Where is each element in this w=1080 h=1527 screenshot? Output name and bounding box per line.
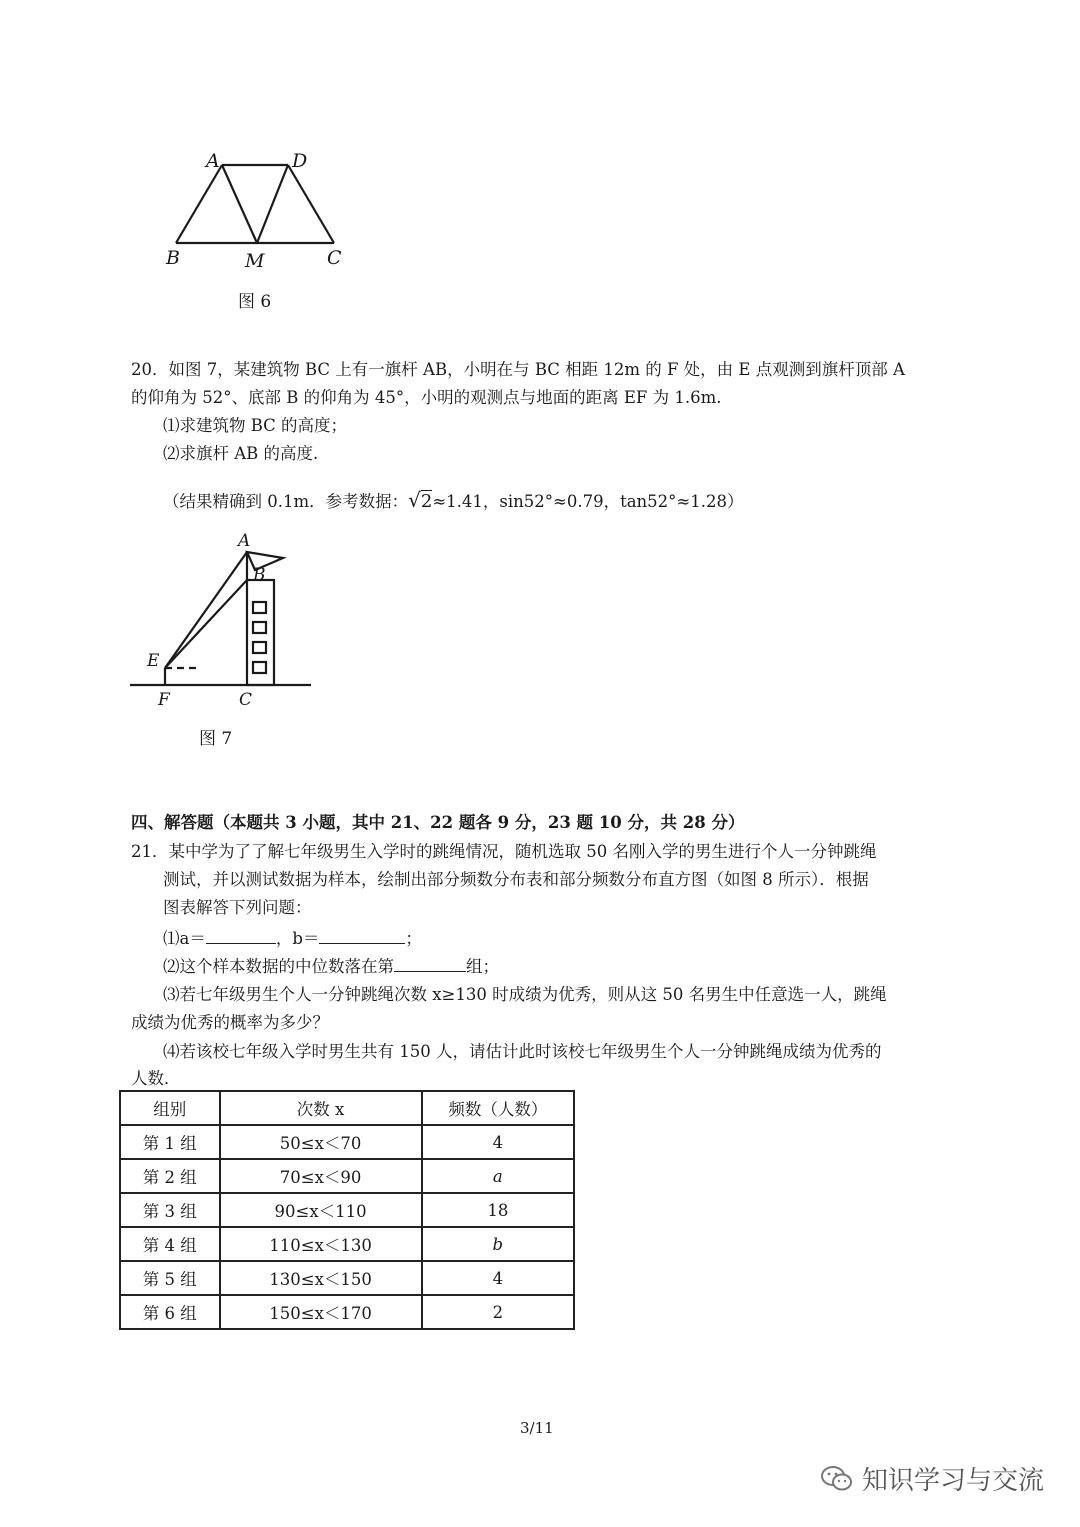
answer-blank-a[interactable]: [206, 927, 276, 944]
table-header-row: [120, 1091, 574, 1125]
q21-line-2: 测试，并以测试数据为样本，绘制出部分频数分布表和部分频数分布直方图（如图 8 所示）．根据: [163, 870, 869, 889]
table-cell-frequency: a: [422, 1159, 574, 1193]
segment-am: [222, 165, 257, 243]
fig6-label-m: M: [245, 250, 265, 272]
segment-dc: [288, 165, 334, 243]
q20-note-prefix: （结果精确到 0.1m．参考数据：: [163, 492, 409, 511]
section-4-heading: 四、解答题（本题共 3 小题，其中 21、22 题各 9 分，23 题 10 分，共 28 分）: [131, 813, 745, 832]
building-window: [253, 602, 266, 613]
answer-blank-b[interactable]: [319, 927, 405, 944]
q20-note-suffix: ≈1.41，sin52°≈0.79，tan52°≈1.28）: [432, 492, 744, 511]
table-cell-group: 第 3 组: [120, 1193, 220, 1227]
table-cell-frequency: b: [422, 1227, 574, 1261]
fig7-caption: 图 7: [199, 729, 233, 749]
fig7-label-c: C: [239, 690, 253, 710]
frequency-table: [119, 1090, 575, 1330]
table-cell-range: 70≤x＜90: [220, 1159, 422, 1193]
table-cell-group: 第 4 组: [120, 1227, 220, 1261]
q20-sub-2: ⑵求旗杆 AB 的高度.: [163, 444, 319, 463]
table-cell-range: 50≤x＜70: [220, 1125, 422, 1159]
table-cell-range: 110≤x＜130: [220, 1227, 422, 1261]
figure-7-diagram: [125, 540, 325, 695]
table-cell-frequency: 2: [422, 1295, 574, 1329]
table-cell-range: 150≤x＜170: [220, 1295, 422, 1329]
q21-sub-4-line-2: 人数．: [131, 1069, 181, 1088]
table-row: [120, 1261, 574, 1295]
fig6-label-a: A: [206, 150, 220, 172]
table-cell-frequency: 4: [422, 1261, 574, 1295]
table-header-frequency: 频数（人数）: [422, 1091, 574, 1125]
table-cell-group: 第 1 组: [120, 1125, 220, 1159]
page-number: 3/11: [520, 1419, 554, 1437]
table-cell-frequency: 4: [422, 1125, 574, 1159]
q21-line-3: 图表解答下列问题：: [163, 898, 312, 917]
table-row: [120, 1295, 574, 1329]
q20-line-2: 的仰角为 52°、底部 B 的仰角为 45°，小明的观测点与地面的距离 EF 为 1.6m.: [131, 388, 722, 407]
watermark-text: 知识学习与交流: [862, 1466, 1045, 1496]
table-cell-frequency: 18: [422, 1193, 574, 1227]
wechat-icon: [820, 1464, 854, 1494]
table-cell-range: 130≤x＜150: [220, 1261, 422, 1295]
q21-line-1: 21．某中学为了了解七年级男生入学时的跳绳情况，随机选取 50 名刚入学的男生进行个人一分钟跳绳: [131, 842, 877, 861]
table-cell-range: 90≤x＜110: [220, 1193, 422, 1227]
q21-sub-3-line-1: ⑶若七年级男生个人一分钟跳绳次数 x≥130 时成绩为优秀，则从这 50 名男生中任意选一人，跳绳: [163, 985, 887, 1004]
q21-sub1-a-label: ⑴a＝: [163, 929, 206, 948]
table-row: [120, 1159, 574, 1193]
sight-line-eb: [165, 580, 247, 668]
building-window: [253, 662, 266, 673]
q21-sub-2: [163, 955, 499, 978]
fig7-label-a: A: [238, 531, 251, 551]
fig6-label-b: B: [166, 247, 180, 269]
table-row: [120, 1193, 574, 1227]
fig6-caption: 图 6: [238, 292, 272, 312]
table-header-count: 次数 x: [220, 1091, 422, 1125]
q21-sub-1: [163, 927, 422, 950]
fig7-label-f: F: [158, 690, 170, 710]
segment-dm: [257, 165, 288, 243]
q21-sub-3-line-2: 成绩为优秀的概率为多少？: [131, 1013, 329, 1032]
q21-sub1-b-label: ，b＝: [275, 929, 320, 948]
q21-sub1-end: ；: [405, 929, 422, 948]
table-header-group: 组别: [120, 1091, 220, 1125]
answer-blank-group[interactable]: [394, 955, 466, 972]
sqrt-symbol-icon: √: [408, 488, 421, 512]
fig6-label-c: C: [327, 247, 342, 269]
sight-line-ea: [165, 552, 247, 668]
building-window: [253, 642, 266, 653]
table-row: [120, 1227, 574, 1261]
table-cell-group: 第 5 组: [120, 1261, 220, 1295]
q21-sub-4-line-1: ⑷若该校七年级入学时男生共有 150 人，请估计此时该校七年级男生个人一分钟跳绳成绩为优秀的: [163, 1042, 882, 1061]
q20-line-1: 20．如图 7，某建筑物 BC 上有一旗杆 AB，小明在与 BC 相距 12m 的 F 处，由 E 点观测到旗杆顶部 A: [131, 360, 905, 379]
building-window: [253, 622, 266, 633]
table-cell-group: 第 2 组: [120, 1159, 220, 1193]
q20-reference-note: [163, 489, 744, 513]
q20-note-radicand: 2: [420, 491, 433, 512]
segment-ab: [176, 165, 222, 243]
table-cell-group: 第 6 组: [120, 1295, 220, 1329]
watermark: [820, 1460, 1044, 1497]
table-row: [120, 1125, 574, 1159]
q21-sub2-post: 组；: [466, 957, 499, 976]
q21-sub2-pre: ⑵这个样本数据的中位数落在第: [163, 957, 394, 976]
fig7-label-b: B: [253, 565, 266, 585]
fig7-label-e: E: [147, 651, 160, 671]
fig6-label-d: D: [292, 150, 308, 172]
q20-sub-1: ⑴求建筑物 BC 的高度；: [163, 416, 348, 435]
